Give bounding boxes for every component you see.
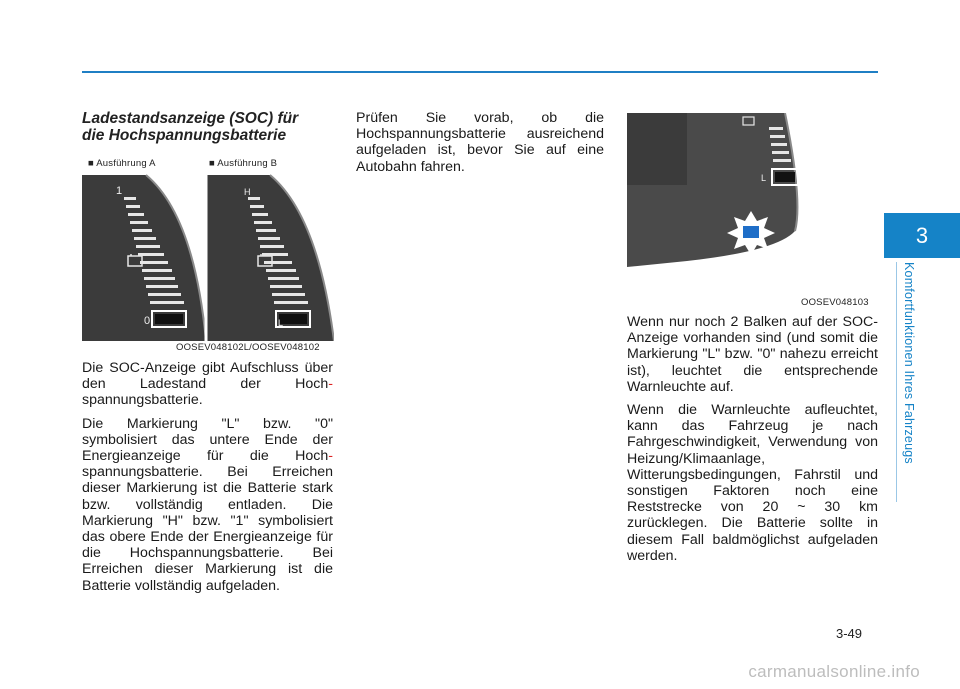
column-3-text [627,314,878,571]
gauge-b-panel [206,175,334,341]
label-ausfuehrung-b: ■ Ausführung B [209,158,278,169]
col2-paragraph-1: Prüfen Sie vorab, ob die Hochspannungsbatterie ausreichend aufgeladen ist, bevor Sie auf eine Autobahn fahren. [356,110,604,175]
soc-gauge-figure [82,155,334,341]
label-ausfuehrung-a: ■ Ausführung A [88,158,156,169]
chapter-title: Komfortfunktionen Ihres Fahrzeugs [902,262,916,464]
gauge-a-top-mark: 1 [116,185,123,197]
col1-paragraph-1: Die SOC-Anzeige gibt Aufschluss über den Ladestand der Hoch- spannungsbatterie. [82,360,333,409]
gauge-b-top-mark: H [244,187,251,197]
section-heading [82,110,332,144]
top-rule [82,71,878,73]
soc-gauge-illustration [82,155,334,341]
col3-paragraph-2: Wenn die Warnleuchte aufleuchtet, kann das Fahrzeug je nach Fahrgeschwindigkeit, Verwendung von Heizung/Klimaanlage, Witterungsbedingungen, Fahrstil und sonstigen Faktoren noch eine Reststrecke von 20 ~ 30 km zurücklegen. Die Batterie sollte in diesem Fall baldmöglichst aufgeladen werden. [627,402,878,564]
gauge-a-bottom-mark: 0 [144,315,151,327]
heading-line-2: die Hochspannungsbatterie [82,127,287,144]
column-2-text [356,110,604,182]
chapter-number: 3 [915,222,929,248]
col3-paragraph-1: Wenn nur noch 2 Balken auf der SOC-Anzeige vorhanden sind (und somit die Markierung "L" bzw. "0" nahezu erreicht ist), leuchtet die entsprechende Warnleuchte auf. [627,314,878,395]
column-1-text [82,360,333,601]
soc-warning-illustration [627,113,878,309]
heading-line-1: Ladestandsanzeige (SOC) für [82,110,299,127]
figure-right-caption: OOSEV048103 [801,297,869,308]
page-number: 3-49 [836,626,863,641]
warning-gauge-bottom-mark: L [761,173,767,183]
battery-warning-icon [744,227,758,237]
figure-left-caption: OOSEV048102L/OOSEV048102 [176,342,320,353]
chapter-number-tab [884,213,960,258]
gauge-b-bottom-mark: L [278,318,284,328]
col1-paragraph-2: Die Markierung "L" bzw. "0" symbolisiert das untere Ende der Energieanzeige für die Hoch- spannungsbatterie. Bei Erreichen dieser Markierung ist die Batterie stark bzw. vollständig entladen. Die Markierung "H" bzw. "1" symbolisiert das obere Ende der Energieanzeige für die Hochspannungsbatterie. Bei Erreichen dieser Markierung ist die Batterie vollständig aufgeladen. [82,415,333,594]
watermark: carmanualsonline.info [748,662,920,681]
soc-warning-figure [627,113,878,309]
